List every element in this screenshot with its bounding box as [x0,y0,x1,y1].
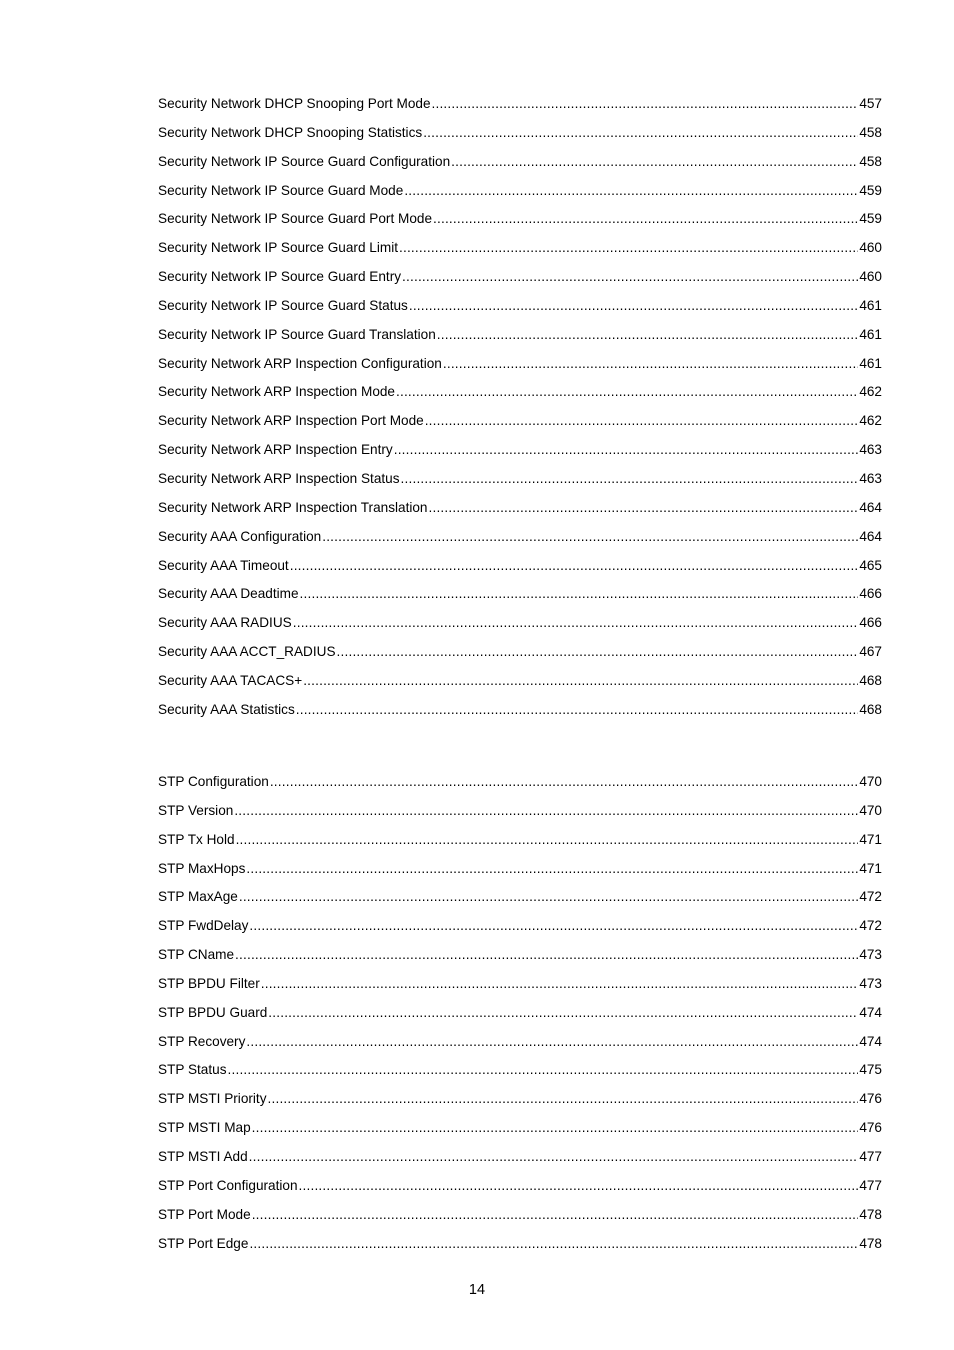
toc-entry[interactable] [158,584,882,613]
toc-entry-page: 457 [859,96,882,111]
toc-entry[interactable] [158,1176,882,1205]
toc-entry-title: Security Network IP Source Guard Translation [158,326,436,342]
toc-leader-dots [425,411,859,431]
toc-entry[interactable] [158,1060,882,1089]
toc-entry-page: 462 [859,413,882,429]
toc-entry[interactable] [158,1032,882,1061]
toc-leader-dots [337,642,859,662]
toc-entry-title: Security Network DHCP Snooping Statistics [158,124,423,140]
toc-entry[interactable] [158,974,882,1003]
toc-entry-page: 476 [859,1091,882,1107]
toc-leader-dots [290,556,859,576]
toc-leader-dots [234,801,858,821]
toc-entry-page: 475 [859,1062,882,1078]
toc-entry-page: 473 [859,947,882,963]
toc-entry-title: Security AAA TACACS+ [158,672,303,688]
toc-entry-page: 459 [859,211,882,227]
toc-leader-dots [409,296,858,316]
toc-entry-page: 461 [859,297,882,313]
toc-entry[interactable] [158,916,882,945]
toc-leader-dots [433,209,858,229]
toc-entry-title: Security Network IP Source Guard Mode [158,182,404,198]
toc-entry[interactable] [158,469,882,498]
toc-leader-dots [293,613,859,633]
toc-entry[interactable] [158,1089,882,1118]
toc-entry-title: Security AAA ACCT_RADIUS [158,644,336,660]
toc-leader-dots [249,916,858,936]
toc-leader-dots [429,498,859,518]
toc-entry-page: 468 [859,701,882,717]
toc-entry-page: 458 [859,124,882,140]
toc-entry-page: 460 [859,240,882,256]
toc-entry-page: 478 [859,1235,882,1251]
toc-entry-page: 477 [859,1177,882,1193]
toc-entry-title: STP Status [158,1062,227,1078]
toc-entry-title: Security AAA Deadtime [158,586,299,602]
toc-entry[interactable] [158,498,882,527]
toc-entry-title: Security Network ARP Inspection Configuration [158,355,442,371]
toc-entry[interactable] [158,1205,882,1234]
toc-entry-title: STP MSTI Add [158,1148,248,1164]
toc-entry[interactable] [158,123,882,152]
toc-leader-dots [401,469,859,489]
page-number: 14 [468,1282,486,1298]
toc-entry-title: Security AAA Statistics [158,701,295,717]
toc-entry[interactable] [158,296,882,325]
toc-entry[interactable] [158,700,882,729]
toc-entry-page: 473 [859,975,882,991]
toc-leader-dots [236,830,859,850]
toc-entry[interactable] [158,382,882,411]
toc-entry-title: STP MaxAge [158,889,238,905]
toc-entry[interactable] [158,1118,882,1147]
toc-entry[interactable] [158,887,882,916]
toc-entry-title: Security Network IP Source Guard Status [158,297,408,313]
toc-entry-page: 465 [859,557,882,573]
toc-leader-dots [296,700,859,720]
toc-leader-dots [239,887,858,907]
toc-entry[interactable] [158,94,882,123]
toc-entry-title: STP Port Mode [158,1206,251,1222]
toc-leader-dots [437,325,859,345]
toc-entry-title: STP BPDU Guard [158,1004,268,1020]
toc-entry-page: 476 [859,1120,882,1136]
toc-leader-dots [268,1089,859,1109]
toc-leader-dots [451,152,858,172]
toc-entry-page: 460 [859,269,882,285]
toc-entry-page: 471 [859,831,882,847]
toc-leader-dots [228,1060,859,1080]
toc-leader-dots [246,1032,858,1052]
toc-entry-page: 472 [859,889,882,905]
toc-entry-page: 466 [859,586,882,602]
toc-entry[interactable] [158,830,882,859]
toc-entry-page: 464 [859,499,882,515]
toc-entry-title: STP Tx Hold [158,831,235,847]
toc-entry-title: Security Network ARP Inspection Status [158,470,400,486]
toc-entry[interactable] [158,671,882,700]
toc-entry[interactable] [158,945,882,974]
toc-entry-page: 466 [859,615,882,631]
toc-entry-title: STP Recovery [158,1033,246,1049]
toc-entry-title: STP Port Configuration [158,1177,298,1193]
toc-section-stp [158,772,882,1262]
toc-entry-page: 463 [859,470,882,486]
toc-entry-page: 474 [859,1004,882,1020]
toc-entry-title: Security Network IP Source Guard Limit [158,240,398,256]
toc-leader-dots [235,945,858,965]
toc-entry-page: 468 [859,672,882,688]
toc-entry[interactable] [158,152,882,181]
toc-entry[interactable] [158,1234,882,1263]
toc-leader-dots [249,1147,859,1167]
toc-leader-dots [270,772,858,792]
toc-entry-title: Security AAA Timeout [158,557,289,573]
toc-entry[interactable] [158,1003,882,1032]
toc-entry-page: 464 [859,528,882,544]
toc-entry-page: 478 [859,1206,882,1222]
toc-entry[interactable] [158,556,882,585]
toc-leader-dots [399,238,858,258]
toc-entry[interactable] [158,238,882,267]
toc-leader-dots [261,974,859,994]
toc-leader-dots [322,527,858,547]
toc-entry-page: 472 [859,918,882,934]
toc-entry[interactable] [158,267,882,296]
toc-entry[interactable] [158,613,882,642]
toc-section-security [158,94,882,729]
toc-entry[interactable] [158,527,882,556]
toc-entry-title: STP Version [158,802,234,818]
toc-leader-dots [396,382,858,402]
toc-entry-page: 459 [859,182,882,198]
toc-leader-dots [402,267,858,287]
toc-entry-page: 461 [859,355,882,371]
toc-entry-page: 463 [859,442,882,458]
toc-leader-dots [249,1234,858,1254]
toc-leader-dots [252,1205,859,1225]
toc-leader-dots [246,859,858,879]
toc-entry[interactable] [158,440,882,469]
toc-leader-dots [443,354,858,374]
toc-entry[interactable] [158,209,882,238]
toc-entry-title: Security Network ARP Inspection Entry [158,442,393,458]
toc-entry-page: 470 [859,774,882,789]
toc-entry-page: 471 [859,860,882,876]
toc-entry-page: 477 [859,1148,882,1164]
toc-entry[interactable] [158,411,882,440]
toc-entry[interactable] [158,1147,882,1176]
toc-entry-title: Security Network ARP Inspection Port Mode [158,413,424,429]
toc-entry[interactable] [158,354,882,383]
toc-entry-title: STP MSTI Map [158,1120,251,1136]
toc-entry-title: Security Network DHCP Snooping Port Mode [158,96,431,111]
toc-leader-dots [432,94,859,114]
toc-entry-page: 467 [859,644,882,660]
toc-entry-title: STP MSTI Priority [158,1091,267,1107]
toc-entry-title: Security Network IP Source Guard Configuration [158,153,451,169]
toc-entry-title: Security Network IP Source Guard Entry [158,269,402,285]
toc-entry-title: STP CName [158,947,235,963]
toc-entry-page: 461 [859,326,882,342]
toc-entry-title: Security Network IP Source Guard Port Mode [158,211,433,227]
toc-leader-dots [423,123,858,143]
toc-leader-dots [252,1118,859,1138]
toc-entry-title: STP Configuration [158,774,269,789]
toc-entry-page: 470 [859,802,882,818]
toc-entry[interactable] [158,642,882,671]
toc-entry-title: Security Network ARP Inspection Translation [158,499,428,515]
toc-entry[interactable] [158,181,882,210]
toc-entry-title: STP Port Edge [158,1235,249,1251]
toc-leader-dots [299,1176,859,1196]
toc-entry[interactable] [158,801,882,830]
toc-entry-title: STP MaxHops [158,860,246,876]
toc-leader-dots [404,181,858,201]
toc-entry-title: Security AAA Configuration [158,528,322,544]
toc-entry-page: 458 [859,153,882,169]
toc-entry-title: Security AAA RADIUS [158,615,292,631]
toc-entry-title: Security Network ARP Inspection Mode [158,384,395,400]
toc-entry-title: STP FwdDelay [158,918,249,934]
toc-entry-page: 462 [859,384,882,400]
toc-leader-dots [394,440,859,460]
toc-entry[interactable] [158,859,882,888]
toc-entry-page: 474 [859,1033,882,1049]
toc-leader-dots [300,584,859,604]
toc-leader-dots [303,671,858,691]
toc-leader-dots [268,1003,858,1023]
toc-entry[interactable] [158,325,882,354]
toc-entry[interactable] [158,772,882,801]
toc-entry-title: STP BPDU Filter [158,975,260,991]
